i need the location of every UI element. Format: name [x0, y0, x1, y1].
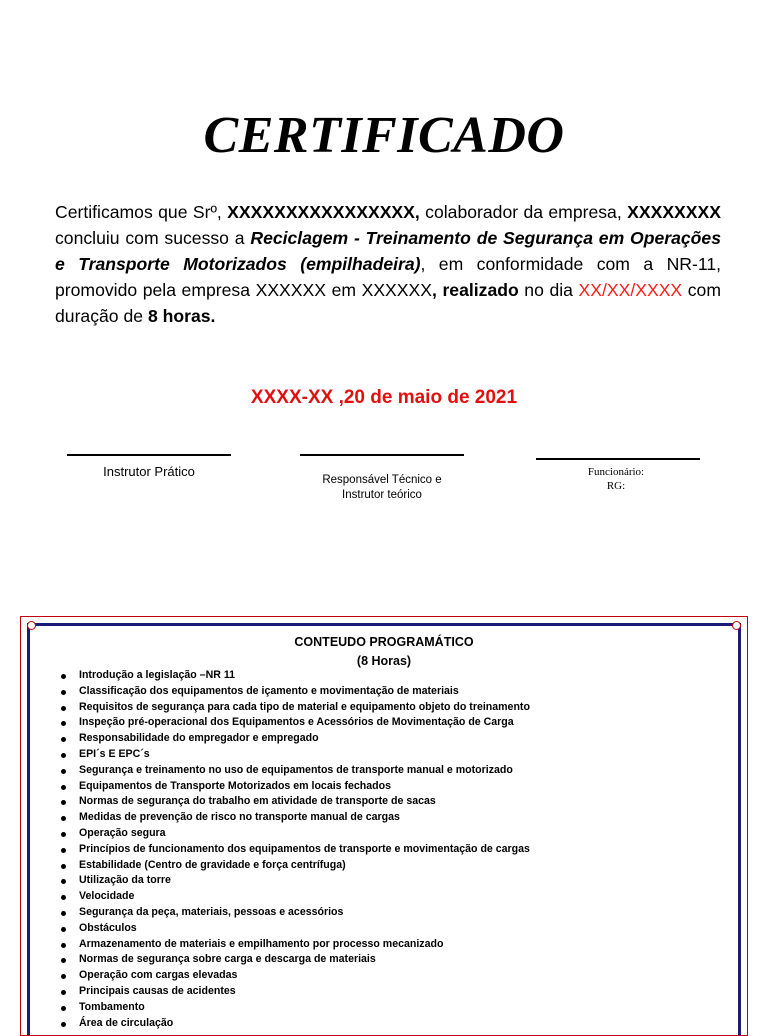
technical-label-line1: Responsável Técnico e: [322, 474, 442, 486]
list-item: Obstáculos: [79, 921, 530, 937]
program-title: CONTEUDO PROGRAMÁTICO: [294, 635, 474, 649]
program-heading: [0, 633, 768, 671]
list-item: Armazenamento de materiais e empilhamento por processo mecanizado: [79, 937, 530, 953]
list-item: Estabilidade (Centro de gravidade e força centrífuga): [79, 858, 530, 874]
list-item: Utilização da torre: [79, 873, 530, 889]
list-item: Equipamentos de Transporte Motorizados em locais fechados: [79, 779, 530, 795]
body-text-7: com duração de: [55, 280, 721, 326]
signature-line-employee: [536, 458, 700, 460]
course-name: Reciclagem - Treinamento de Segurança em Operações e Transporte Motorizados (empilhadeira): [55, 228, 721, 274]
certificate-body: [55, 199, 721, 329]
body-text-3: concluiu com sucesso a: [55, 228, 251, 248]
participant-name: XXXXXXXXXXXXXXXX,: [227, 202, 420, 222]
signature-label-instructor: Instrutor Prático: [103, 464, 195, 479]
list-item: Área de circulação: [79, 1016, 530, 1032]
list-item: Principais causas de acidentes: [79, 984, 530, 1000]
list-item: Operação com cargas elevadas: [79, 968, 530, 984]
list-item: Princípios de funcionamento dos equipamentos de transporte e movimentação de cargas: [79, 842, 530, 858]
body-text-2: colaborador da empresa,: [419, 202, 628, 222]
signature-label-technical: [290, 473, 474, 503]
employee-label-line1: Funcionário:: [587, 466, 645, 478]
course-date: XX/XX/XXXX: [578, 280, 683, 300]
company-name: XXXXXXXX: [627, 202, 721, 222]
list-item: Tombamento: [79, 1000, 530, 1016]
list-item: Velocidade: [79, 889, 530, 905]
list-item: Introdução a legislação –NR 11: [79, 668, 530, 684]
signature-line-instructor: [67, 454, 231, 456]
frame-corner-ornament: [27, 621, 36, 630]
list-item: Normas de segurança do trabalho em atividade de transporte de sacas: [79, 794, 530, 810]
place-and-date: XXXX-XX ,20 de maio de 2021: [250, 387, 518, 408]
body-text-6: no dia: [518, 280, 579, 300]
list-item: Requisitos de segurança para cada tipo de material e equipamento objeto do treinamento: [79, 700, 530, 716]
list-item: EPI´s E EPC´s: [79, 747, 530, 763]
course-hours: 8 horas.: [147, 306, 216, 326]
body-text-realizado: , realizado: [432, 280, 519, 300]
certificate-title: CERTIFICADO: [203, 107, 565, 164]
technical-label-line2: Instrutor teórico: [342, 489, 422, 501]
list-item: Inspeção pré-operacional dos Equipamentos e Acessórios de Movimentação de Carga: [79, 715, 530, 731]
body-text-4: , em conformidade com a NR-11, promovido pela empresa XXXXXX em XXXXXX: [55, 254, 721, 300]
list-item: Operação segura: [79, 826, 530, 842]
body-text-1: Certificamos que Srº,: [55, 202, 228, 222]
list-item: Segurança da peça, materiais, pessoas e acessórios: [79, 905, 530, 921]
list-item: Segurança e treinamento no uso de equipamentos de transporte manual e motorizado: [79, 763, 530, 779]
frame-corner-ornament: [732, 621, 741, 630]
program-topic-list: [59, 668, 530, 1031]
list-item: Responsabilidade do empregador e empregado: [79, 731, 530, 747]
signature-label-employee: [536, 465, 696, 493]
employee-label-line2: RG:: [606, 480, 626, 492]
list-item: Normas de segurança sobre carga e descarga de materiais: [79, 952, 530, 968]
list-item: Classificação dos equipamentos de içamento e movimentação de materiais: [79, 684, 530, 700]
list-item: Medidas de prevenção de risco no transporte manual de cargas: [79, 810, 530, 826]
signature-line-technical: [300, 454, 464, 456]
program-subtitle: (8 Horas): [356, 654, 412, 668]
